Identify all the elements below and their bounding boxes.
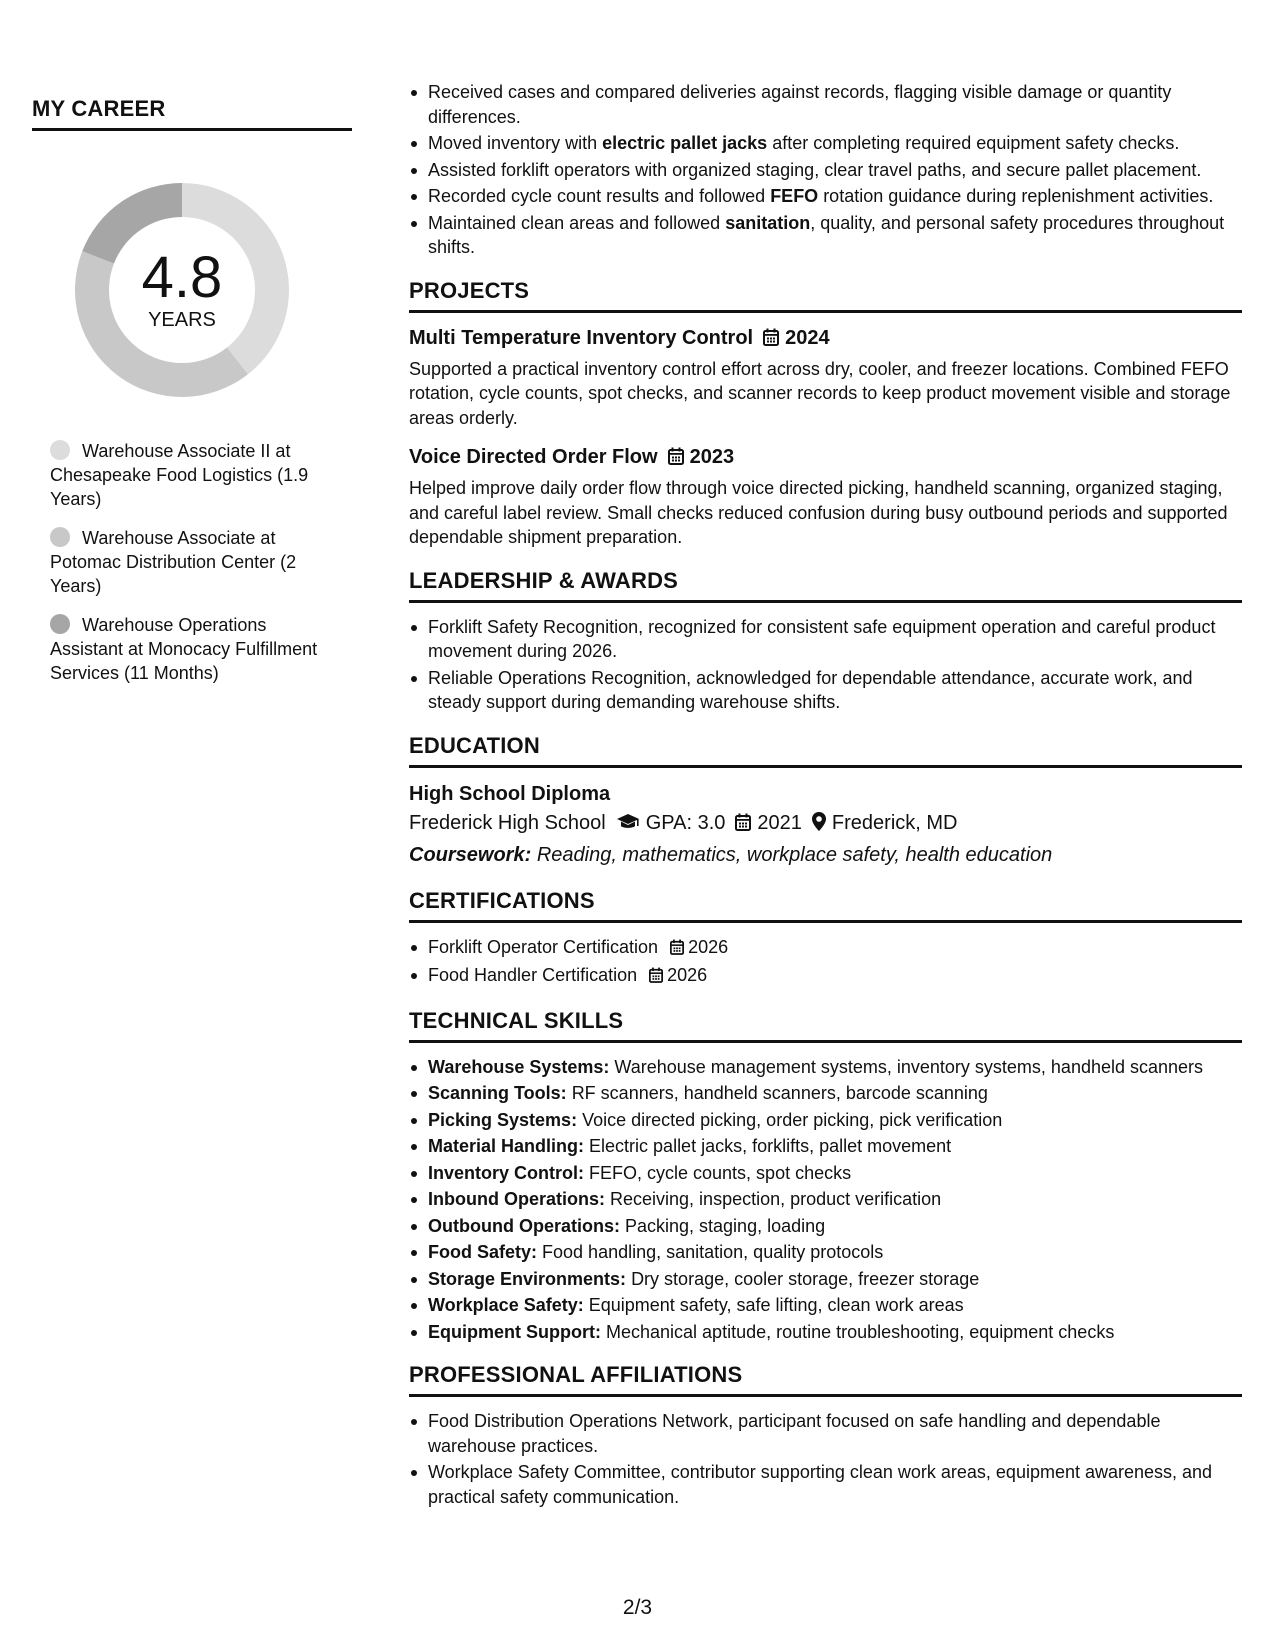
award-item: Reliable Operations Recognition, acknowledged for dependable attendance, accurate work, and steady support during demanding warehouse shifts. bbox=[428, 666, 1242, 715]
certifications-list bbox=[409, 935, 1242, 990]
calendar-icon bbox=[735, 810, 751, 840]
leadership-title: LEADERSHIP & AWARDS bbox=[409, 568, 1242, 603]
skill-value: Mechanical aptitude, routine troubleshooting, equipment checks bbox=[606, 1321, 1115, 1342]
project-heading bbox=[409, 325, 1242, 353]
affiliation-item: Workplace Safety Committee, contributor supporting clean work areas, equipment awareness, and practical safety communication. bbox=[428, 1460, 1242, 1509]
project-description: Supported a practical inventory control effort across dry, cooler, and freezer locations. Combined FEFO rotation, cycle counts, spot checks, and scanner records to keep product movement visible and storage areas orderly. bbox=[409, 358, 1231, 428]
skill-value: Voice directed picking, order picking, pick verification bbox=[582, 1109, 1003, 1130]
coursework-list: Reading, mathematics, workplace safety, health education bbox=[536, 843, 1053, 866]
bullet-keyword: FEFO bbox=[770, 186, 819, 206]
skill-item bbox=[428, 1267, 1242, 1292]
project-year: 2024 bbox=[785, 326, 830, 349]
project-name: Voice Directed Order Flow bbox=[409, 446, 658, 468]
skill-item bbox=[428, 1055, 1242, 1080]
certifications-title: CERTIFICATIONS bbox=[409, 888, 1242, 923]
experience-bullets bbox=[409, 80, 1242, 260]
school-location: Frederick, MD bbox=[831, 811, 958, 834]
graduation-cap-icon bbox=[616, 810, 640, 840]
bullet-text: Assisted forklift operators with organized staging, clear travel paths, and secure pallet placement. bbox=[428, 159, 1202, 180]
experience-bullet bbox=[428, 80, 1242, 129]
calendar-icon bbox=[763, 327, 779, 353]
legend-label: Warehouse Associate II at Chesapeake Food Logistics (1.9 Years) bbox=[50, 441, 309, 509]
skill-value: Electric pallet jacks, forklifts, pallet movement bbox=[589, 1136, 952, 1156]
affiliations-list bbox=[409, 1409, 1242, 1509]
coursework bbox=[409, 840, 1242, 870]
skill-item bbox=[428, 1187, 1242, 1212]
calendar-icon bbox=[649, 965, 663, 990]
skill-label: Workplace Safety: bbox=[428, 1295, 584, 1315]
skill-label: Warehouse Systems: bbox=[428, 1056, 610, 1077]
bullet-keyword: sanitation bbox=[725, 212, 811, 233]
skills-title: TECHNICAL SKILLS bbox=[409, 1008, 1242, 1043]
main-content bbox=[409, 80, 1242, 1511]
degree-name: High School Diploma bbox=[409, 782, 611, 805]
leadership-section bbox=[409, 568, 1242, 715]
project-description: Helped improve daily order flow through voice directed picking, handheld scanning, organized staging, and careful label review. Small checks reduced confusion during busy outbound periods and supported dependable shipment preparation. bbox=[409, 478, 1228, 547]
skill-label: Equipment Support: bbox=[428, 1321, 601, 1342]
education-title: EDUCATION bbox=[409, 733, 1242, 768]
career-total-unit: YEARS bbox=[148, 308, 216, 331]
affiliation-item: Food Distribution Operations Network, participant focused on safe handling and dependable warehouse practices. bbox=[428, 1409, 1242, 1458]
certification-name: Food Handler Certification bbox=[428, 965, 638, 985]
legend-dot bbox=[50, 527, 70, 547]
affiliations-title: PROFESSIONAL AFFILIATIONS bbox=[409, 1362, 1242, 1397]
legend-dot bbox=[50, 440, 70, 460]
skill-value: Food handling, sanitation, quality protocols bbox=[542, 1242, 884, 1262]
skill-label: Food Safety: bbox=[428, 1242, 538, 1262]
skill-item bbox=[428, 1320, 1242, 1345]
school-name: Frederick High School bbox=[409, 811, 606, 834]
certifications-section bbox=[409, 888, 1242, 990]
legend-label: Warehouse Operations Assistant at Monocacy Fulfillment Services (11 Months) bbox=[50, 615, 318, 683]
projects-section bbox=[409, 278, 1242, 550]
skill-value: Warehouse management systems, inventory systems, handheld scanners bbox=[614, 1056, 1204, 1077]
award-item: Forklift Safety Recognition, recognized for consistent safe equipment operation and careful product movement during 2026. bbox=[428, 615, 1242, 664]
career-sidebar bbox=[32, 96, 352, 700]
project-year: 2023 bbox=[689, 446, 735, 468]
legend-item bbox=[50, 526, 340, 598]
skill-label: Inbound Operations: bbox=[428, 1189, 605, 1209]
career-total-years: 4.8 bbox=[141, 244, 223, 310]
donut-center bbox=[67, 175, 297, 405]
skill-value: RF scanners, handheld scanners, barcode scanning bbox=[571, 1083, 988, 1103]
skill-value: FEFO, cycle counts, spot checks bbox=[589, 1162, 852, 1183]
certification-item bbox=[428, 935, 1242, 962]
project-item bbox=[409, 444, 1242, 550]
affiliations-section bbox=[409, 1362, 1242, 1509]
skill-value: Equipment safety, safe lifting, clean work areas bbox=[588, 1295, 964, 1315]
experience-bullet bbox=[428, 184, 1242, 209]
legend-item bbox=[50, 439, 340, 511]
skill-label: Outbound Operations: bbox=[428, 1215, 620, 1236]
bullet-text: , quality, and personal safety procedures throughout shifts. bbox=[428, 212, 1225, 257]
career-donut-chart bbox=[67, 175, 297, 405]
bullet-text: Maintained clean areas and followed bbox=[428, 212, 726, 233]
experience-bullet bbox=[428, 211, 1242, 260]
experience-bullet bbox=[428, 158, 1242, 183]
skill-value: Receiving, inspection, product verification bbox=[610, 1189, 942, 1209]
certification-year: 2026 bbox=[667, 965, 708, 985]
leadership-list bbox=[409, 615, 1242, 715]
skill-item bbox=[428, 1134, 1242, 1159]
page-number: 2/3 bbox=[622, 1596, 653, 1619]
bullet-text: after completing required equipment safety checks. bbox=[767, 133, 1180, 153]
career-title: MY CAREER bbox=[32, 96, 352, 131]
skill-label: Material Handling: bbox=[428, 1136, 585, 1156]
bullet-text: Moved inventory with bbox=[428, 133, 603, 153]
coursework-label: Coursework: bbox=[409, 843, 532, 866]
bullet-keyword: electric pallet jacks bbox=[602, 133, 768, 153]
gpa: GPA: 3.0 bbox=[645, 811, 726, 834]
skill-value: Packing, staging, loading bbox=[625, 1215, 826, 1236]
skill-value: Dry storage, cooler storage, freezer storage bbox=[631, 1268, 980, 1289]
bullet-text: Received cases and compared deliveries against records, flagging visible damage or quantity differences. bbox=[428, 82, 1172, 127]
skill-label: Scanning Tools: bbox=[428, 1083, 567, 1103]
project-item bbox=[409, 325, 1242, 431]
legend-label: Warehouse Associate at Potomac Distribution Center (2 Years) bbox=[50, 528, 297, 596]
skills-list bbox=[409, 1055, 1242, 1345]
map-pin-icon bbox=[812, 810, 826, 840]
skills-section bbox=[409, 1008, 1242, 1345]
bullet-text: rotation guidance during replenishment activities. bbox=[818, 186, 1214, 206]
skill-item bbox=[428, 1081, 1242, 1106]
graduation-year: 2021 bbox=[757, 811, 802, 834]
skill-item bbox=[428, 1161, 1242, 1186]
career-legend bbox=[50, 439, 340, 685]
project-heading bbox=[409, 444, 1242, 472]
skill-item bbox=[428, 1108, 1242, 1133]
skill-item bbox=[428, 1214, 1242, 1239]
skill-item bbox=[428, 1240, 1242, 1265]
project-name: Multi Temperature Inventory Control bbox=[409, 326, 754, 349]
certification-item bbox=[428, 963, 1242, 990]
projects-title: PROJECTS bbox=[409, 278, 1242, 313]
calendar-icon bbox=[668, 446, 684, 472]
skill-label: Storage Environments: bbox=[428, 1268, 627, 1289]
certification-year: 2026 bbox=[688, 936, 729, 957]
legend-item bbox=[50, 613, 340, 685]
education-details bbox=[409, 808, 1242, 840]
legend-dot bbox=[50, 614, 70, 634]
experience-bullet bbox=[428, 131, 1242, 156]
education-section bbox=[409, 733, 1242, 870]
certification-name: Forklift Operator Certification bbox=[428, 936, 659, 957]
skill-label: Inventory Control: bbox=[428, 1162, 584, 1183]
bullet-text: Recorded cycle count results and followed bbox=[428, 186, 771, 206]
skill-item bbox=[428, 1293, 1242, 1318]
skill-label: Picking Systems: bbox=[428, 1109, 578, 1130]
calendar-icon bbox=[670, 937, 684, 962]
